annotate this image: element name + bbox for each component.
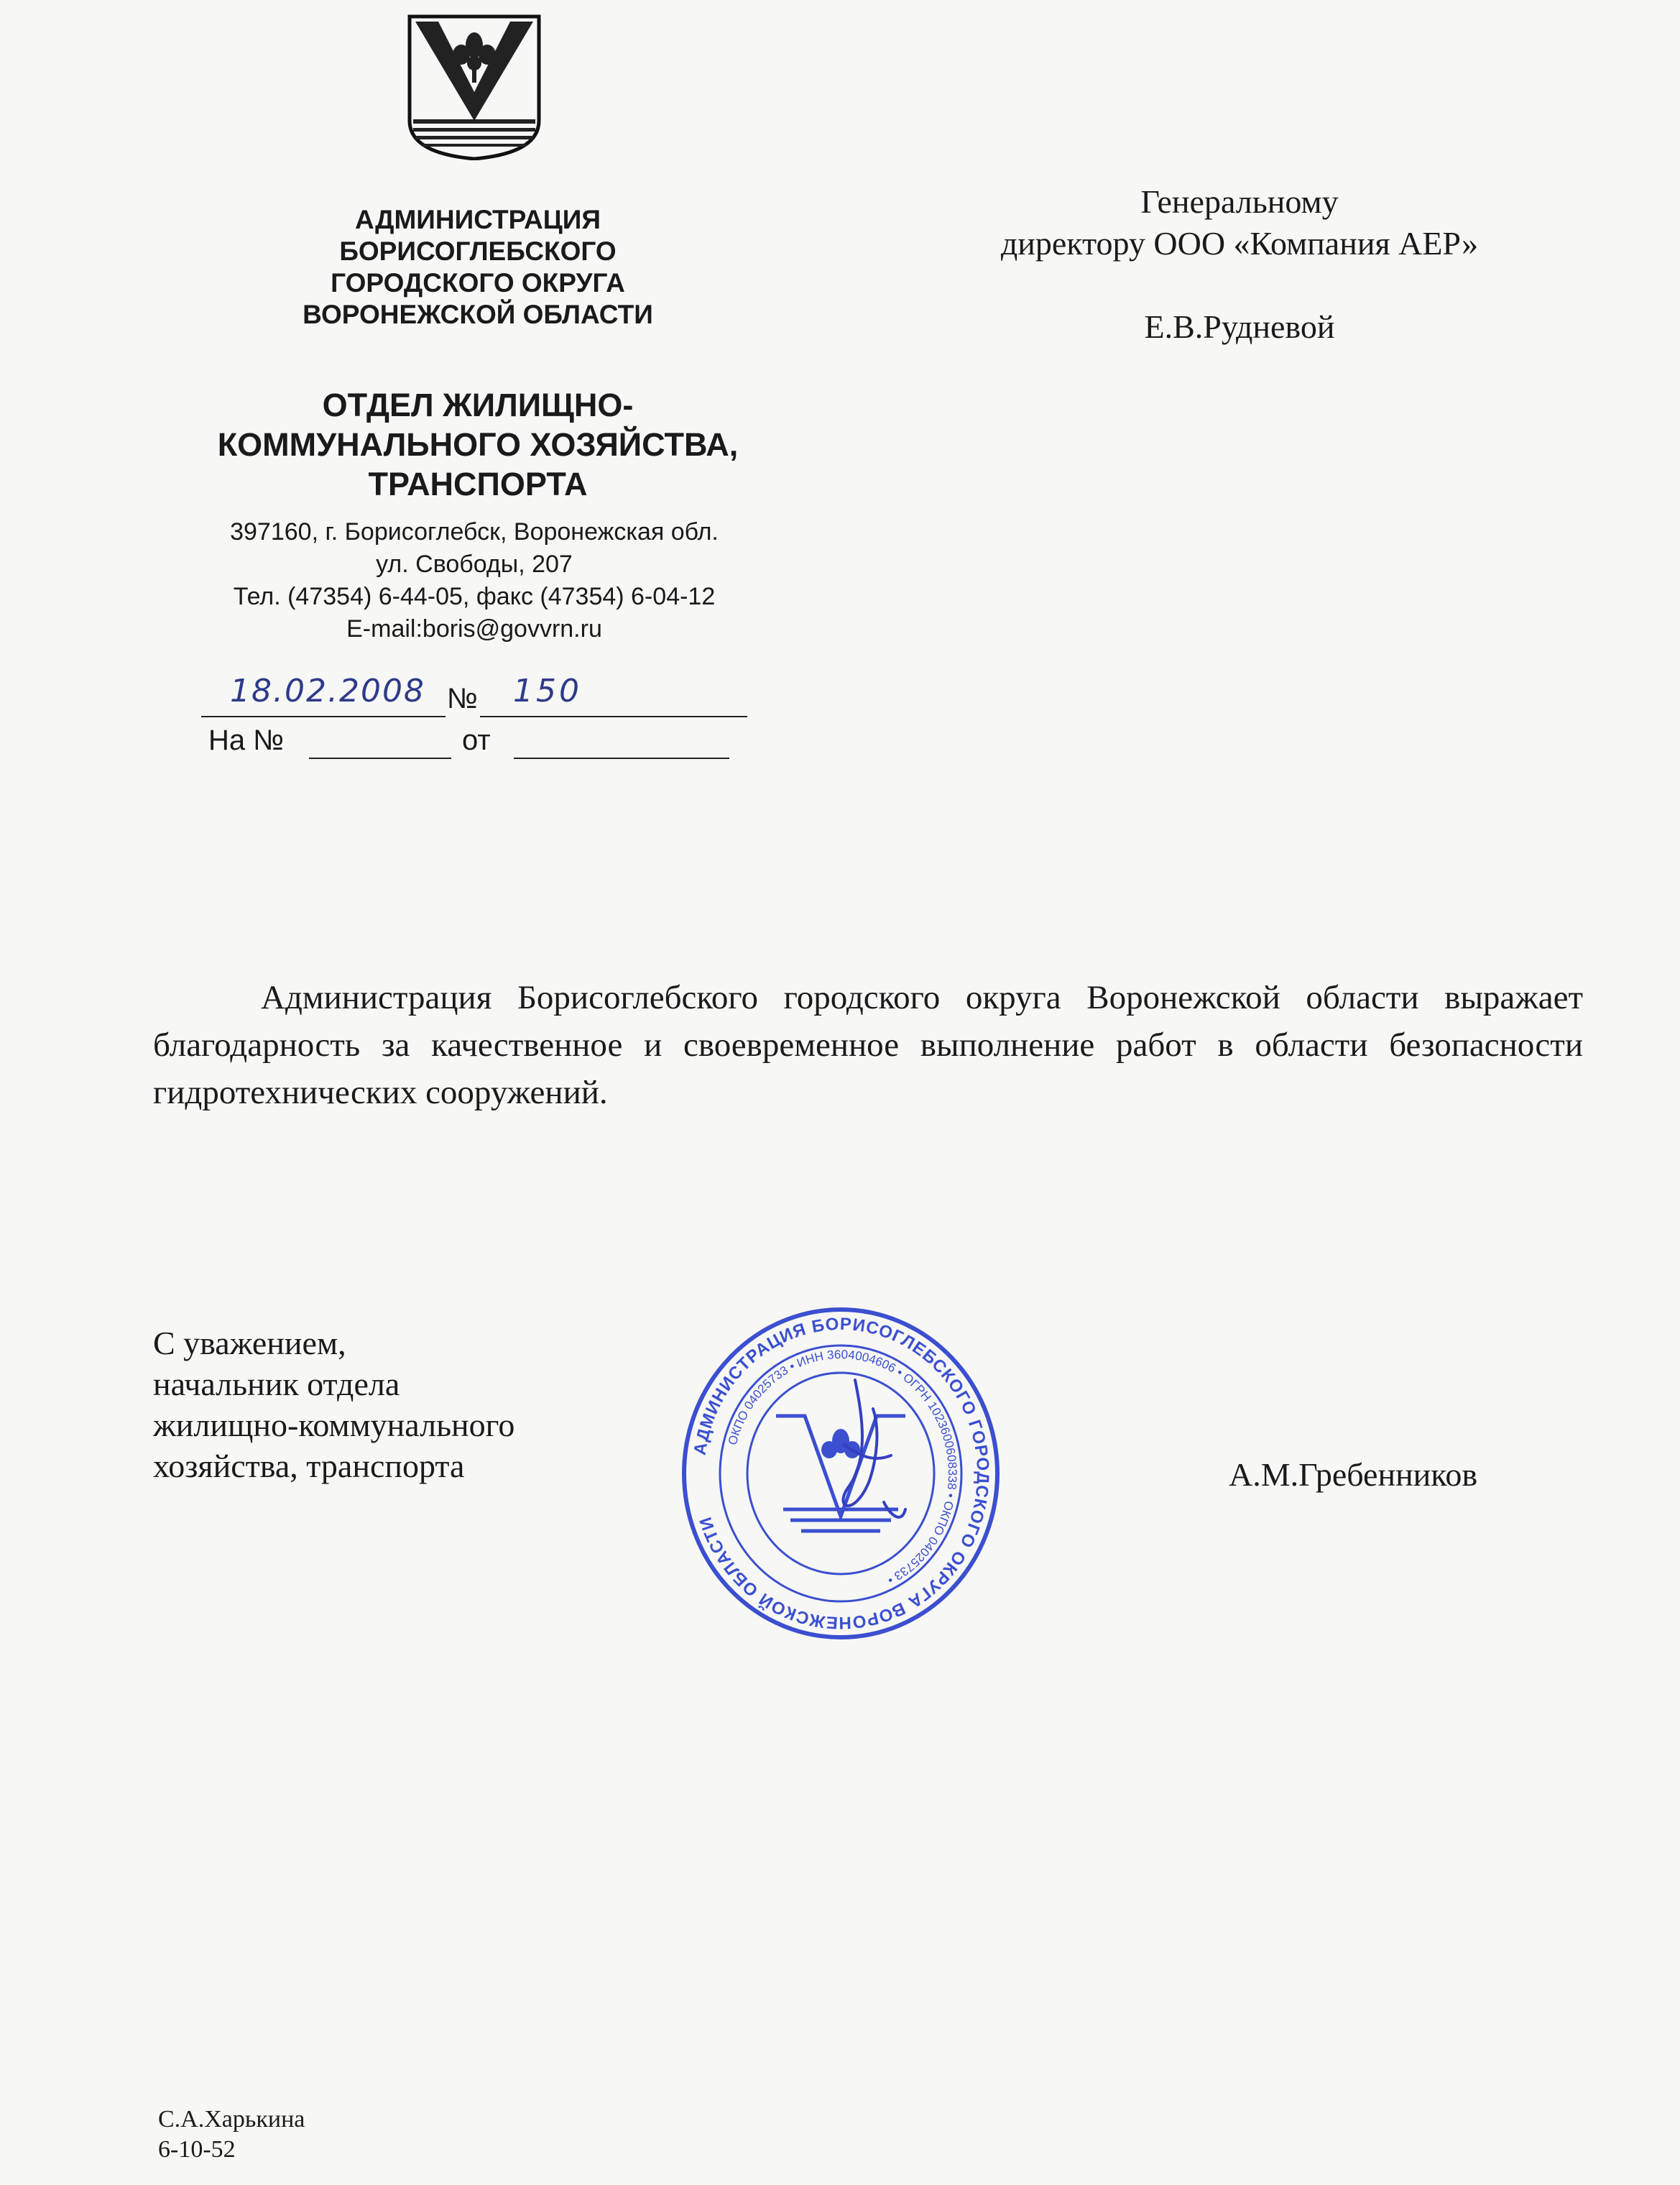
date-line [201,673,446,717]
letter-body: Администрация Борисоглебского городского округа Воронежской области выражает благодарность за качественное и своевременное выполнение работ в области безопасности гидротехнических сооружений. [153,979,1583,1111]
addressee-block [934,181,1545,348]
contact-line: Тел. (47354) 6-44-05, факс (47354) 6-04-12 [233,583,716,610]
executor-phone: 6-10-52 [158,2136,236,2163]
addressee-name: Е.В.Рудневой [1144,308,1335,345]
closing-line: жилищно-коммунального [153,1407,515,1443]
admin-line: БОРИСОГЛЕБСКОГО [339,236,617,266]
dept-line: ТРАНСПОРТА [368,466,588,502]
dept-line: КОММУНАЛЬНОГО ХОЗЯЙСТВА, [217,426,739,463]
registration-date: 18.02.2008 [230,673,425,709]
admin-line: ВОРОНЕЖСКОЙ ОБЛАСТИ [303,300,653,329]
admin-line: ГОРОДСКОГО ОКРУГА [331,268,625,298]
svg-text:ОКПО 04025733 • ИНН 3604004606: ОКПО 04025733 • ИНН 3604004606 • ОГРН 1023600608338 • ОКПО 04025733 • [725,1347,960,1588]
closing-line: С уважением, [153,1325,346,1361]
svg-text:АДМИНИСТРАЦИЯ БОРИСОГЛЕБСКОГО: АДМИНИСТРАЦИЯ БОРИСОГЛЕБСКОГО ГОРОДСКОГО ОКРУГА ВОРОНЕЖСКОЙ ОБЛАСТИ [690,1314,993,1633]
closing-line: хозяйства, транспорта [153,1448,465,1484]
reply-from-label: от [462,724,491,756]
admin-line: АДМИНИСТРАЦИЯ [355,205,601,234]
address-line: ул. Свободы, 207 [376,551,573,578]
executor-name: С.А.Харькина [158,2106,305,2133]
registration-number: 150 [513,673,582,709]
addressee-title: Генеральному [1140,183,1339,220]
department-heading [158,385,798,504]
number-label: № [447,683,478,714]
address-block [144,516,805,645]
executor-block [158,2104,305,2165]
coat-of-arms-icon [402,13,546,160]
addressee-position: директору ООО «Компания АЕР» [1000,225,1479,262]
address-line: 397160, г. Борисоглебск, Воронежская обл. [230,518,719,546]
reply-date-line [514,726,729,759]
reply-number-line [309,726,451,759]
number-line [480,673,747,717]
closing-line: начальник отдела [153,1366,400,1402]
signer-name: А.М.Гребенников [1229,1456,1478,1493]
dept-line: ОТДЕЛ ЖИЛИЩНО- [322,387,634,423]
official-stamp [675,1301,1006,1646]
administration-heading [237,204,719,331]
closing-block [153,1322,670,1486]
reply-number-label: На № [208,724,285,756]
email-line: E-mail:boris@govvrn.ru [346,615,602,643]
